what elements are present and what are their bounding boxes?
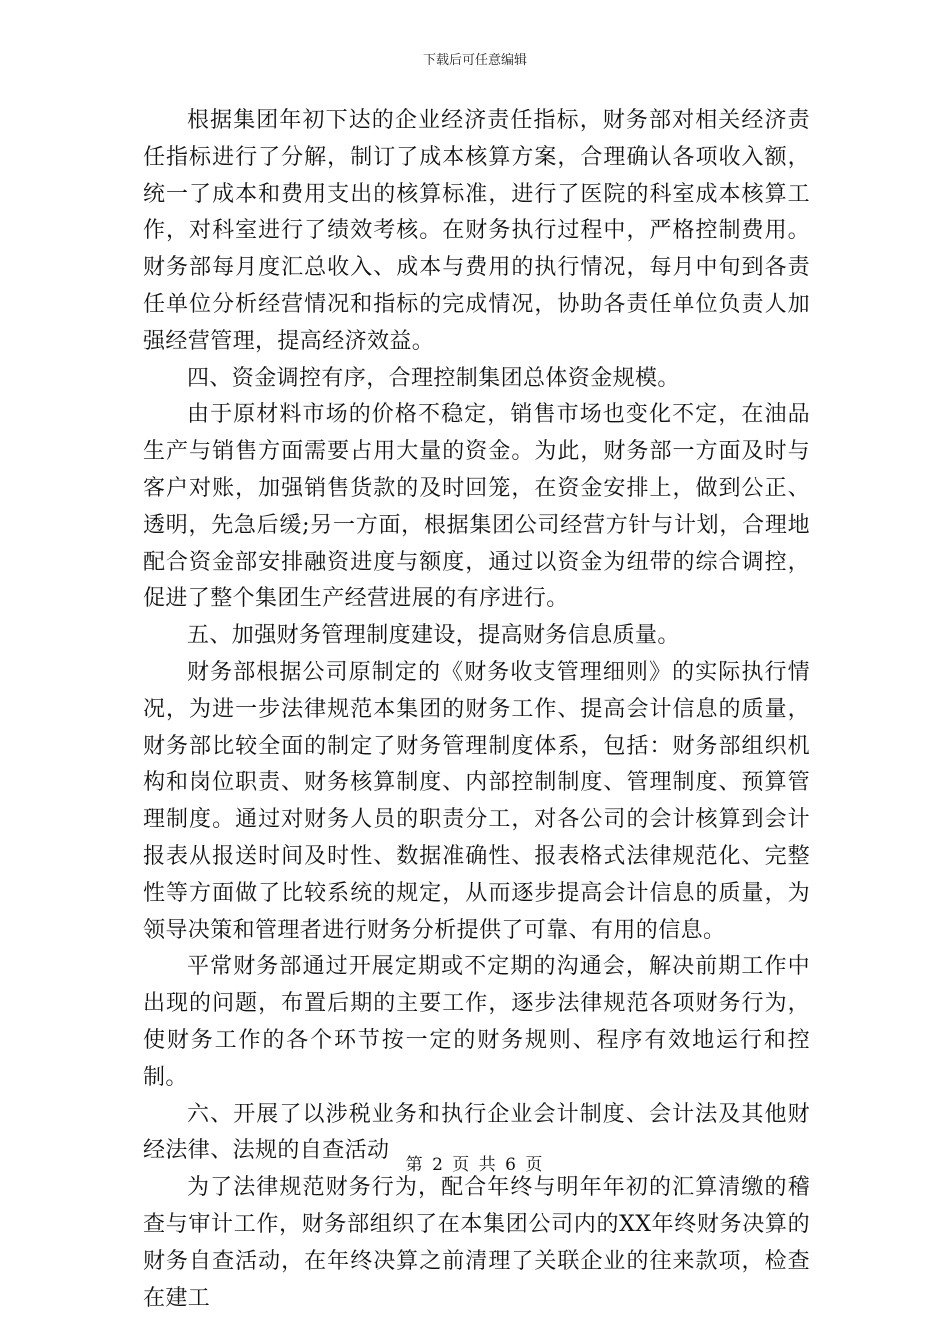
page-number: 第 2 页 共 6 页 [405, 1155, 545, 1175]
paragraph-fund-control: 由于原材料市场的价格不稳定，销售市场也变化不定，在油品生产与销售方面需要占用大量的资金。为此，财务部一方面及时与客户对账，加强销售货款的及时回笼，在资金安排上，做到公正、透明，先急后缓;另一方面，根据集团公司经营方针与计划，合理地配合资金部安排融资进度与额度，通过以资金为纽带的综合调控，促进了整个集团生产经营进展的有序进行。 [143, 402, 810, 612]
heading-section-six: 六、开展了以涉税业务和执行企业会计制度、会计法及其他财经法律、法规的自查活动 [143, 1101, 810, 1164]
paragraph-self-inspection: 为了法律规范财务行为，配合年终与明年年初的汇算清缴的稽查与审计工作，财务部组织了在本集团公司内的XX年终财务决算的财务自查活动，在年终决算之前清理了关联企业的往来款项，检查在建工 [143, 1175, 810, 1311]
paragraph-management-system: 财务部根据公司原制定的《财务收支管理细则》的实际执行情况，为进一步法律规范本集团的财务工作、提高会计信息的质量，财务部比较全面的制定了财务管理制度体系，包括：财务部组织机构和岗位职责、财务核算制度、内部控制制度、管理制度、预算管理制度。通过对财务人员的职责分工，对各公司的会计核算到会计报表从报送时间及时性、数据准确性、报表格式法律规范化、完整性等方面做了比较系统的规定，从而逐步提高会计信息的质量，为领导决策和管理者进行财务分析提供了可靠、有用的信息。 [143, 659, 810, 943]
page-header: 下载后可任意编辑 [422, 53, 527, 68]
heading-section-four: 四、资金调控有序，合理控制集团总体资金规模。 [187, 365, 680, 391]
heading-section-five: 五、加强财务管理制度建设，提高财务信息质量。 [187, 623, 680, 649]
document-body [143, 103, 810, 1317]
paragraph-cost-accounting: 根据集团年初下达的企业经济责任指标，财务部对相关经济责任指标进行了分解，制订了成本核算方案，合理确认各项收入额，统一了成本和费用支出的核算标准，进行了医院的科室成本核算工作，对科室进行了绩效考核。在财务执行过程中，严格控制费用。财务部每月度汇总收入、成本与费用的执行情况，每月中旬到各责任单位分析经营情况和指标的完成情况，协助各责任单位负责人加强经营管理，提高经济效益。 [143, 108, 810, 354]
paragraph-communication: 平常财务部通过开展定期或不定期的沟通会，解决前期工作中出现的问题，布置后期的主要工作，逐步法律规范各项财务行为，使财务工作的各个环节按一定的财务规则、程序有效地运行和控制。 [143, 954, 810, 1090]
